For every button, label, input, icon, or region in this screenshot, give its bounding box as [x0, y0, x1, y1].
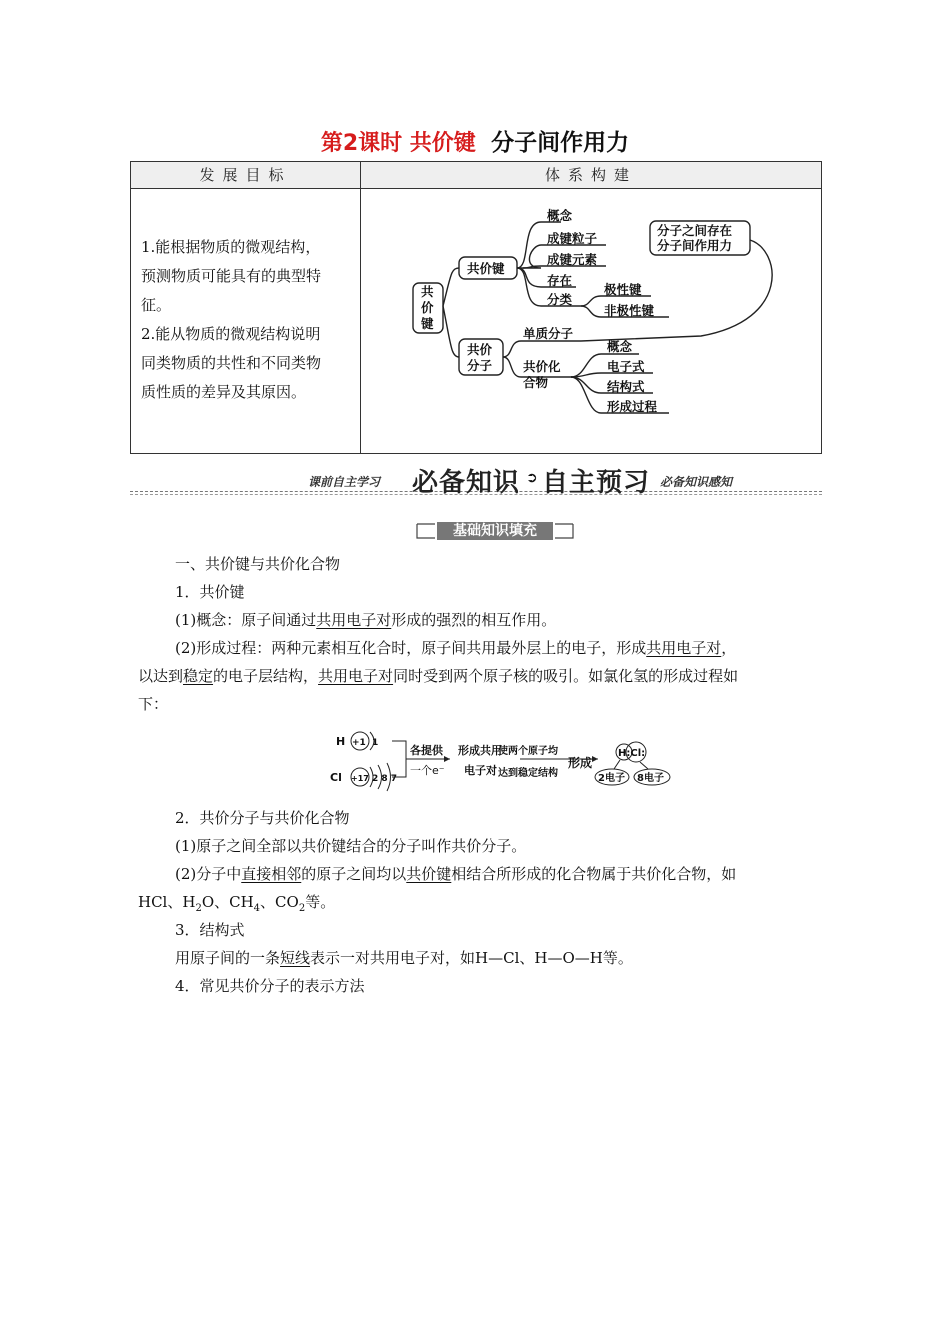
map-note: 分子间作用力 [657, 238, 733, 253]
goals-header: 发展目标 [131, 162, 360, 188]
goals-cell [131, 189, 361, 454]
goal-line: 1.能根据物质的微观结构， [141, 238, 321, 256]
connector [443, 306, 459, 357]
fig-arrow1-top: 各提供 [410, 744, 443, 757]
banner-main-2: 自主预习 [542, 468, 651, 498]
banner-right: 必备知识感知 [660, 475, 733, 489]
map-root: 键 [421, 316, 434, 331]
para-covalent-compound-2: HCl、$H_2O$、$CH_4$、$CO_2$等。 [138, 893, 336, 914]
subheading-4: 4．常见共价分子的表示方法 [175, 977, 365, 995]
goal-line: 质性质的差异及其原因。 [141, 383, 307, 401]
map-note: 分子之间存在 [657, 223, 733, 238]
map-root: 共 [421, 284, 434, 299]
lesson-subtitle: 分子间作用力 [491, 130, 630, 156]
fig-e2: 2电子 [598, 773, 625, 784]
map-item: 分类 [547, 292, 573, 307]
fig-h-e: 1 [372, 738, 379, 748]
fig-h: H [336, 735, 346, 748]
section-banner [130, 464, 822, 498]
para-concept: (1)概念：原子间通过共用电子对形成的强烈的相互作用。 [175, 611, 557, 629]
map-item: 单质分子 [523, 326, 574, 341]
fig-form: 形成 [568, 756, 593, 770]
goals-table [130, 161, 822, 454]
goal-line: 2.能从物质的微观结构说明 [141, 325, 321, 343]
section-label-box [415, 520, 575, 542]
goal-line: 预测物质可能具有的典型特 [141, 267, 322, 285]
section-label: 基础知识填充 [437, 522, 553, 540]
map-root: 价 [421, 300, 434, 315]
fig-arrow1-bot: 一个e⁻ [410, 764, 445, 777]
banner-arrow-icon: ➲ [526, 470, 538, 486]
fig-h-nuc: +1 [352, 738, 366, 748]
fig-mol: H:Cl: [618, 748, 646, 759]
para-process-3: 下： [138, 695, 169, 713]
concept-map [361, 189, 821, 453]
map-header-cell [361, 162, 822, 189]
banner-left: 课前自主学习 [308, 475, 381, 489]
lesson-title: 第2课时 共价键 [320, 131, 476, 156]
fig-arrow2-top: 使两个原子均 [498, 746, 558, 757]
map-item: 存在 [547, 273, 573, 288]
subheading-3: 3．结构式 [175, 921, 245, 939]
map-mol: 共价 [467, 342, 493, 357]
goal-line: 同类物质的共性和不同类物 [141, 354, 322, 372]
para-structural-formula: 用原子间的一条短线表示一对共用电子对，如H—Cl、H—O—H等。 [175, 949, 633, 967]
hcl-formation-figure [330, 726, 675, 796]
page-title [0, 124, 950, 157]
map-item: 概念 [607, 339, 633, 354]
map-item: 合物 [523, 375, 549, 390]
map-item: 电子式 [607, 359, 645, 374]
fig-cl: Cl [330, 771, 342, 784]
heading-1: 一、共价键与共价化合物 [175, 555, 341, 573]
map-mol: 分子 [467, 358, 493, 373]
para-covalent-molecule: (1)原子之间全部以共价键结合的分子叫作共价分子。 [175, 837, 527, 855]
subheading-1: 1．共价键 [175, 583, 245, 601]
goal-line: 征。 [141, 296, 172, 314]
map-item: 结构式 [607, 379, 645, 394]
fig-cl-e: 2 8 7 [372, 774, 398, 784]
connector [503, 341, 581, 357]
goals-text [131, 189, 360, 407]
fig-e8: 8电子 [637, 773, 664, 784]
fig-box1-bot: 电子对 [464, 764, 497, 777]
map-item: 成键粒子 [547, 231, 598, 246]
map-header: 体系构建 [361, 162, 821, 188]
para-process-2: 以达到稳定的电子层结构，共用电子对同时受到两个原子核的吸引。如氯化氢的形成过程如 [138, 667, 739, 685]
banner-main-1: 必备知识 [412, 468, 521, 498]
map-item: 成键元素 [547, 252, 598, 267]
fig-cl-nuc: +17 [351, 774, 369, 783]
goals-header-cell [131, 162, 361, 189]
fig-arrow2-bot: 达到稳定结构 [498, 768, 558, 779]
map-item: 概念 [547, 208, 573, 223]
map-item: 形成过程 [607, 399, 658, 414]
map-item: 共价化 [523, 359, 561, 374]
subheading-2: 2．共价分子与共价化合物 [175, 809, 350, 827]
map-item: 极性键 [604, 282, 642, 297]
map-item: 非极性键 [604, 303, 655, 318]
concept-map-cell [361, 189, 822, 454]
para-covalent-compound-1: (2)分子中直接相邻的原子之间均以共价键相结合所形成的化合物属于共价化合物，如 [175, 865, 737, 883]
map-bond: 共价键 [467, 261, 505, 276]
para-process-1: (2)形成过程：两种元素相互化合时，原子间共用最外层上的电子，形成共用电子对， [175, 639, 737, 657]
connector [443, 268, 459, 306]
fig-box1-top: 形成共用 [458, 744, 502, 757]
